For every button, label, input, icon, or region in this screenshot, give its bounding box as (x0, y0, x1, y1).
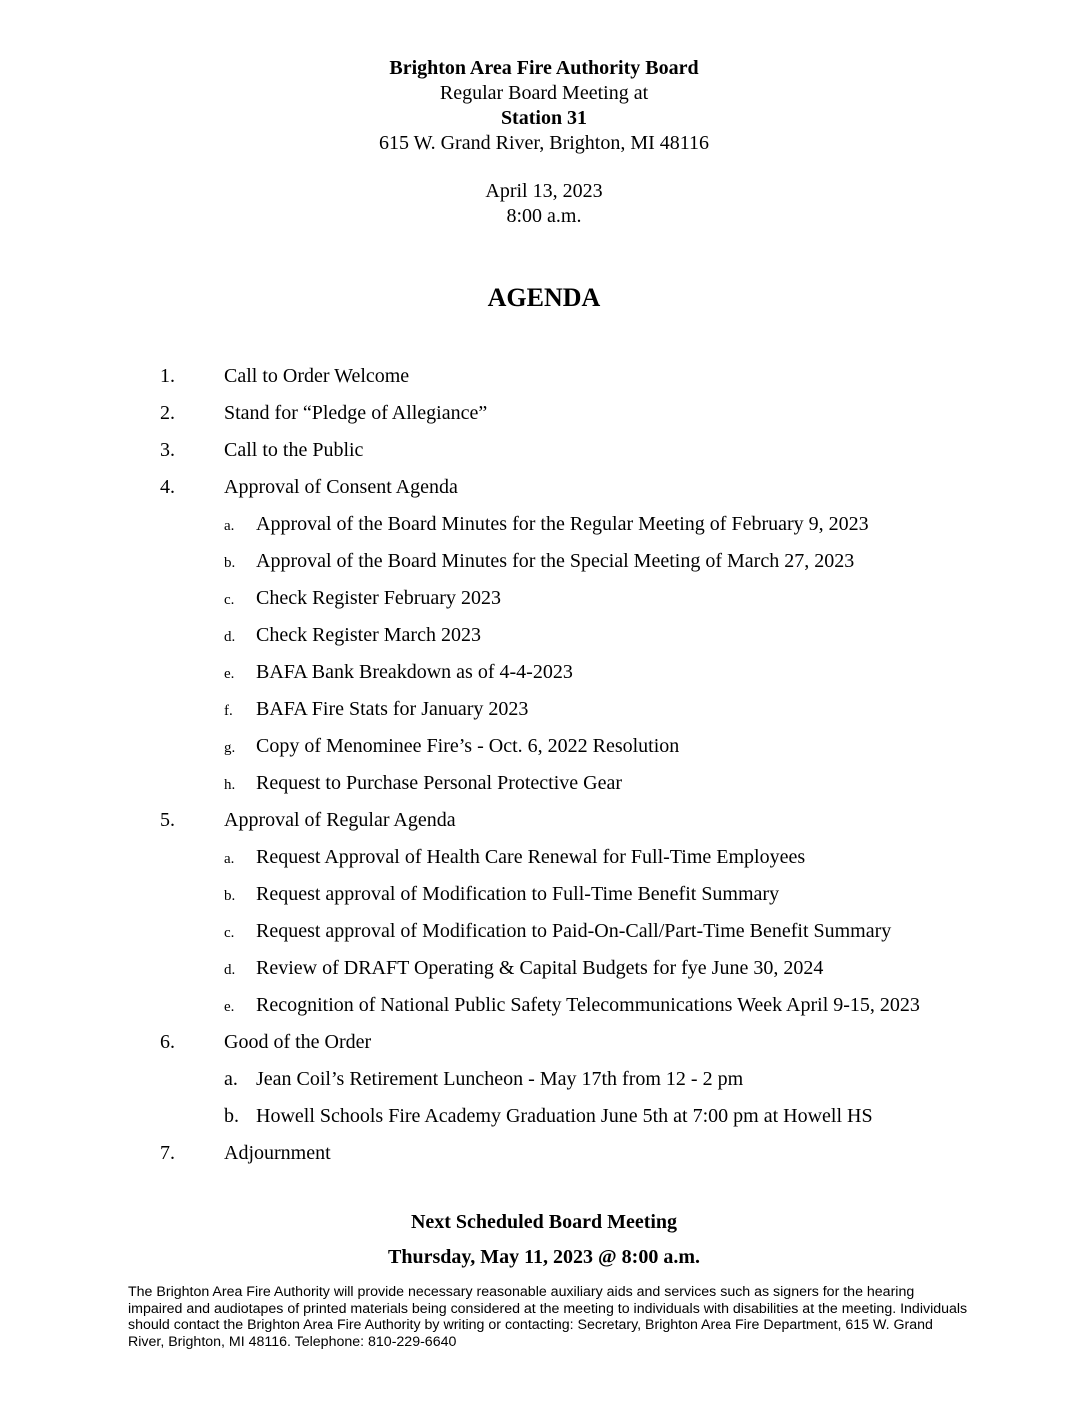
agenda-item-text: Call to Order Welcome (224, 365, 410, 387)
agenda-item-text: Good of the Order (224, 1031, 372, 1053)
meeting-address: 615 W. Grand River, Brighton, MI 48116 (378, 132, 710, 154)
agenda-subitem-letter: a. (224, 1068, 238, 1090)
agenda-subitem-letter: f. (224, 703, 233, 719)
agenda-item (0, 401, 1088, 438)
agenda-item-number: 3. (160, 439, 175, 461)
agenda-subitem (0, 882, 1088, 919)
agenda-item-text: Adjournment (224, 1142, 331, 1164)
agenda-subitem-text: Request Approval of Health Care Renewal for Full-Time Employees (256, 846, 806, 868)
agenda-subitem (0, 697, 1088, 734)
meeting-time: 8:00 a.m. (506, 205, 582, 227)
agenda-subitem-letter: c. (224, 925, 235, 941)
agenda-subitem-letter: c. (224, 592, 235, 608)
agenda-subitem (0, 993, 1088, 1030)
agenda-subitem-letter: b. (224, 555, 236, 571)
agenda-subitem-text: Howell Schools Fire Academy Graduation June 5th at 7:00 pm at Howell HS (256, 1105, 873, 1127)
agenda-subitem-text: Approval of the Board Minutes for the Special Meeting of March 27, 2023 (256, 550, 855, 572)
agenda-subitem (0, 1104, 1088, 1141)
agenda-subitem (0, 549, 1088, 586)
agenda-subitem-text: BAFA Fire Stats for January 2023 (256, 698, 529, 720)
agenda-subitem (0, 845, 1088, 882)
agenda-item (0, 808, 1088, 845)
agenda-subitem-text: BAFA Bank Breakdown as of 4-4-2023 (256, 661, 573, 683)
agenda-item-number: 6. (160, 1031, 175, 1053)
agenda-subitem-text: Copy of Menominee Fire’s - Oct. 6, 2022 Resolution (256, 735, 680, 757)
agenda-subitem (0, 956, 1088, 993)
agenda-subitem (0, 919, 1088, 956)
agenda-item-text: Stand for “Pledge of Allegiance” (224, 402, 488, 424)
agenda-item (0, 364, 1088, 401)
agenda-subitem-text: Approval of the Board Minutes for the Regular Meeting of February 9, 2023 (256, 513, 869, 535)
agenda-subitem-letter: d. (224, 962, 236, 978)
agenda-item (0, 1141, 1088, 1178)
meeting-date-block (0, 179, 1088, 229)
agenda-subitem (0, 660, 1088, 697)
agenda-item (0, 438, 1088, 475)
org-name: Brighton Area Fire Authority Board (389, 57, 699, 79)
agenda-item-text: Call to the Public (224, 439, 364, 461)
agenda-subitem-letter: a. (224, 518, 235, 534)
agenda-subitem-letter: g. (224, 740, 236, 756)
meeting-type: Regular Board Meeting at (439, 82, 649, 104)
agenda-item-number: 5. (160, 809, 175, 831)
accessibility-notice: The Brighton Area Fire Authority will provide necessary reasonable auxiliary aids and services such as signers for the hearing impaired and audiotapes of printed materials being considered at the meeting to individuals with disabilities at the meeting. Individuals should contact the Brighton Area Fire Authority by writing or contacting: Secretary, Brighton Area Fire Department, 615 W. Grand River, Brighton, MI 48116. Telephone: 810-229-6640 (128, 1284, 968, 1350)
agenda-item (0, 475, 1088, 512)
agenda-subitem-letter: a. (224, 851, 235, 867)
agenda-subitem (0, 512, 1088, 549)
agenda-subitem-letter: e. (224, 999, 235, 1015)
agenda-item-number: 2. (160, 402, 175, 424)
agenda-list (0, 364, 1088, 1178)
agenda-subitem-text: Jean Coil’s Retirement Luncheon - May 17th from 12 - 2 pm (256, 1068, 744, 1090)
next-meeting-datetime: Thursday, May 11, 2023 @ 8:00 a.m. (388, 1246, 700, 1268)
agenda-item-text: Approval of Consent Agenda (224, 476, 458, 498)
meeting-location: Station 31 (500, 107, 588, 129)
agenda-subitem (0, 623, 1088, 660)
agenda-item-number: 4. (160, 476, 175, 498)
agenda-subitem-letter: b. (224, 888, 236, 904)
meeting-date: April 13, 2023 (485, 180, 603, 202)
agenda-item-number: 7. (160, 1142, 175, 1164)
agenda-subitem (0, 771, 1088, 808)
agenda-subitem-text: Request to Purchase Personal Protective Gear (256, 772, 623, 794)
agenda-subitem-text: Request approval of Modification to Full-Time Benefit Summary (256, 883, 780, 905)
agenda-item-text: Approval of Regular Agenda (224, 809, 456, 831)
agenda-item (0, 1030, 1088, 1067)
agenda-subitem-text: Review of DRAFT Operating & Capital Budgets for fye June 30, 2024 (256, 957, 824, 979)
agenda-title: AGENDA (487, 283, 601, 312)
agenda-subitem (0, 1067, 1088, 1104)
agenda-subitem (0, 734, 1088, 771)
agenda-subitem-letter: b. (224, 1105, 239, 1127)
agenda-subitem-letter: h. (224, 777, 236, 793)
agenda-subitem-letter: e. (224, 666, 235, 682)
agenda-subitem-text: Request approval of Modification to Paid-On-Call/Part-Time Benefit Summary (256, 920, 892, 942)
agenda-subitem-letter: d. (224, 629, 236, 645)
agenda-subitem-text: Check Register February 2023 (256, 587, 501, 609)
agenda-subitem-text: Recognition of National Public Safety Telecommunications Week April 9-15, 2023 (256, 994, 920, 1016)
agenda-subitem (0, 586, 1088, 623)
document-header (0, 56, 1088, 156)
agenda-subitem-text: Check Register March 2023 (256, 624, 481, 646)
agenda-item-number: 1. (160, 365, 175, 387)
next-meeting-label: Next Scheduled Board Meeting (410, 1211, 678, 1233)
